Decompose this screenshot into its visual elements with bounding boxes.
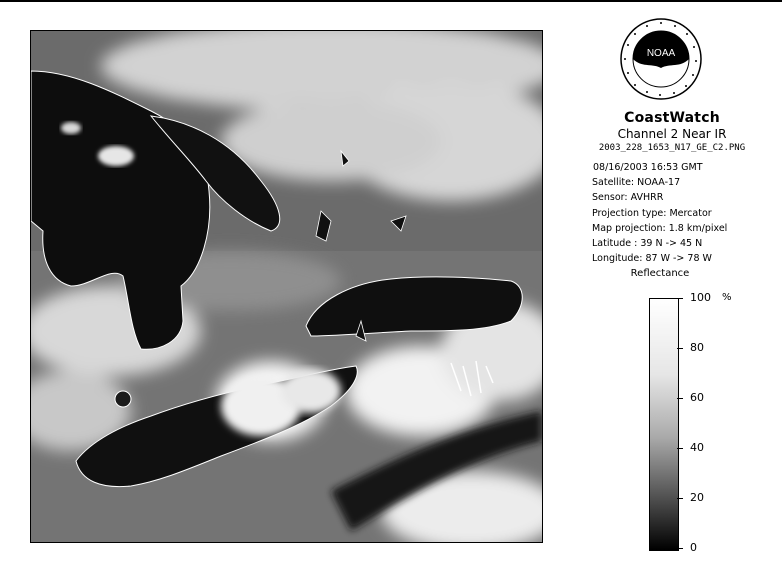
brand-title: CoastWatch [624,110,720,126]
tick-label: 100 [690,291,711,304]
satellite-image[interactable] [30,30,543,543]
tick-mark [677,548,683,549]
channel-label: Channel 2 Near IR [617,127,727,141]
tick-mark [677,398,683,399]
legend-title: Reflectance [630,268,690,279]
tick-label: 20 [690,491,704,504]
legend-unit: % [722,292,732,303]
filename: 2003_228_1653_N17_GE_C2.PNG [598,143,746,153]
sensor: Sensor: AVHRR [592,192,664,204]
satellite: Satellite: NOAA-17 [592,177,681,189]
map-projection: Map projection: 1.8 km/pixel [592,222,728,234]
noaa-logo [620,18,702,100]
reflectance-colorbar [649,298,679,551]
tick-mark [677,348,683,349]
title-block [566,110,778,155]
top-rule [0,0,782,2]
datetime: 08/16/2003 16:53 GMT [593,162,703,173]
noaa-logo-text: NOAA [646,48,676,59]
tick-mark [677,498,683,499]
metadata-list [592,160,727,266]
tick-mark [677,448,683,449]
projection-type: Projection type: Mercator [592,207,712,219]
tick-mark [677,298,683,299]
satellite-map [31,31,542,542]
longitude: Longitude: 87 W -> 78 W [592,253,712,265]
tick-label: 40 [690,441,704,454]
lake-st-clair [115,391,131,407]
latitude: Latitude : 39 N -> 45 N [592,238,703,250]
tick-label: 0 [690,541,697,554]
tick-label: 80 [690,341,704,354]
tick-label: 60 [690,391,704,404]
